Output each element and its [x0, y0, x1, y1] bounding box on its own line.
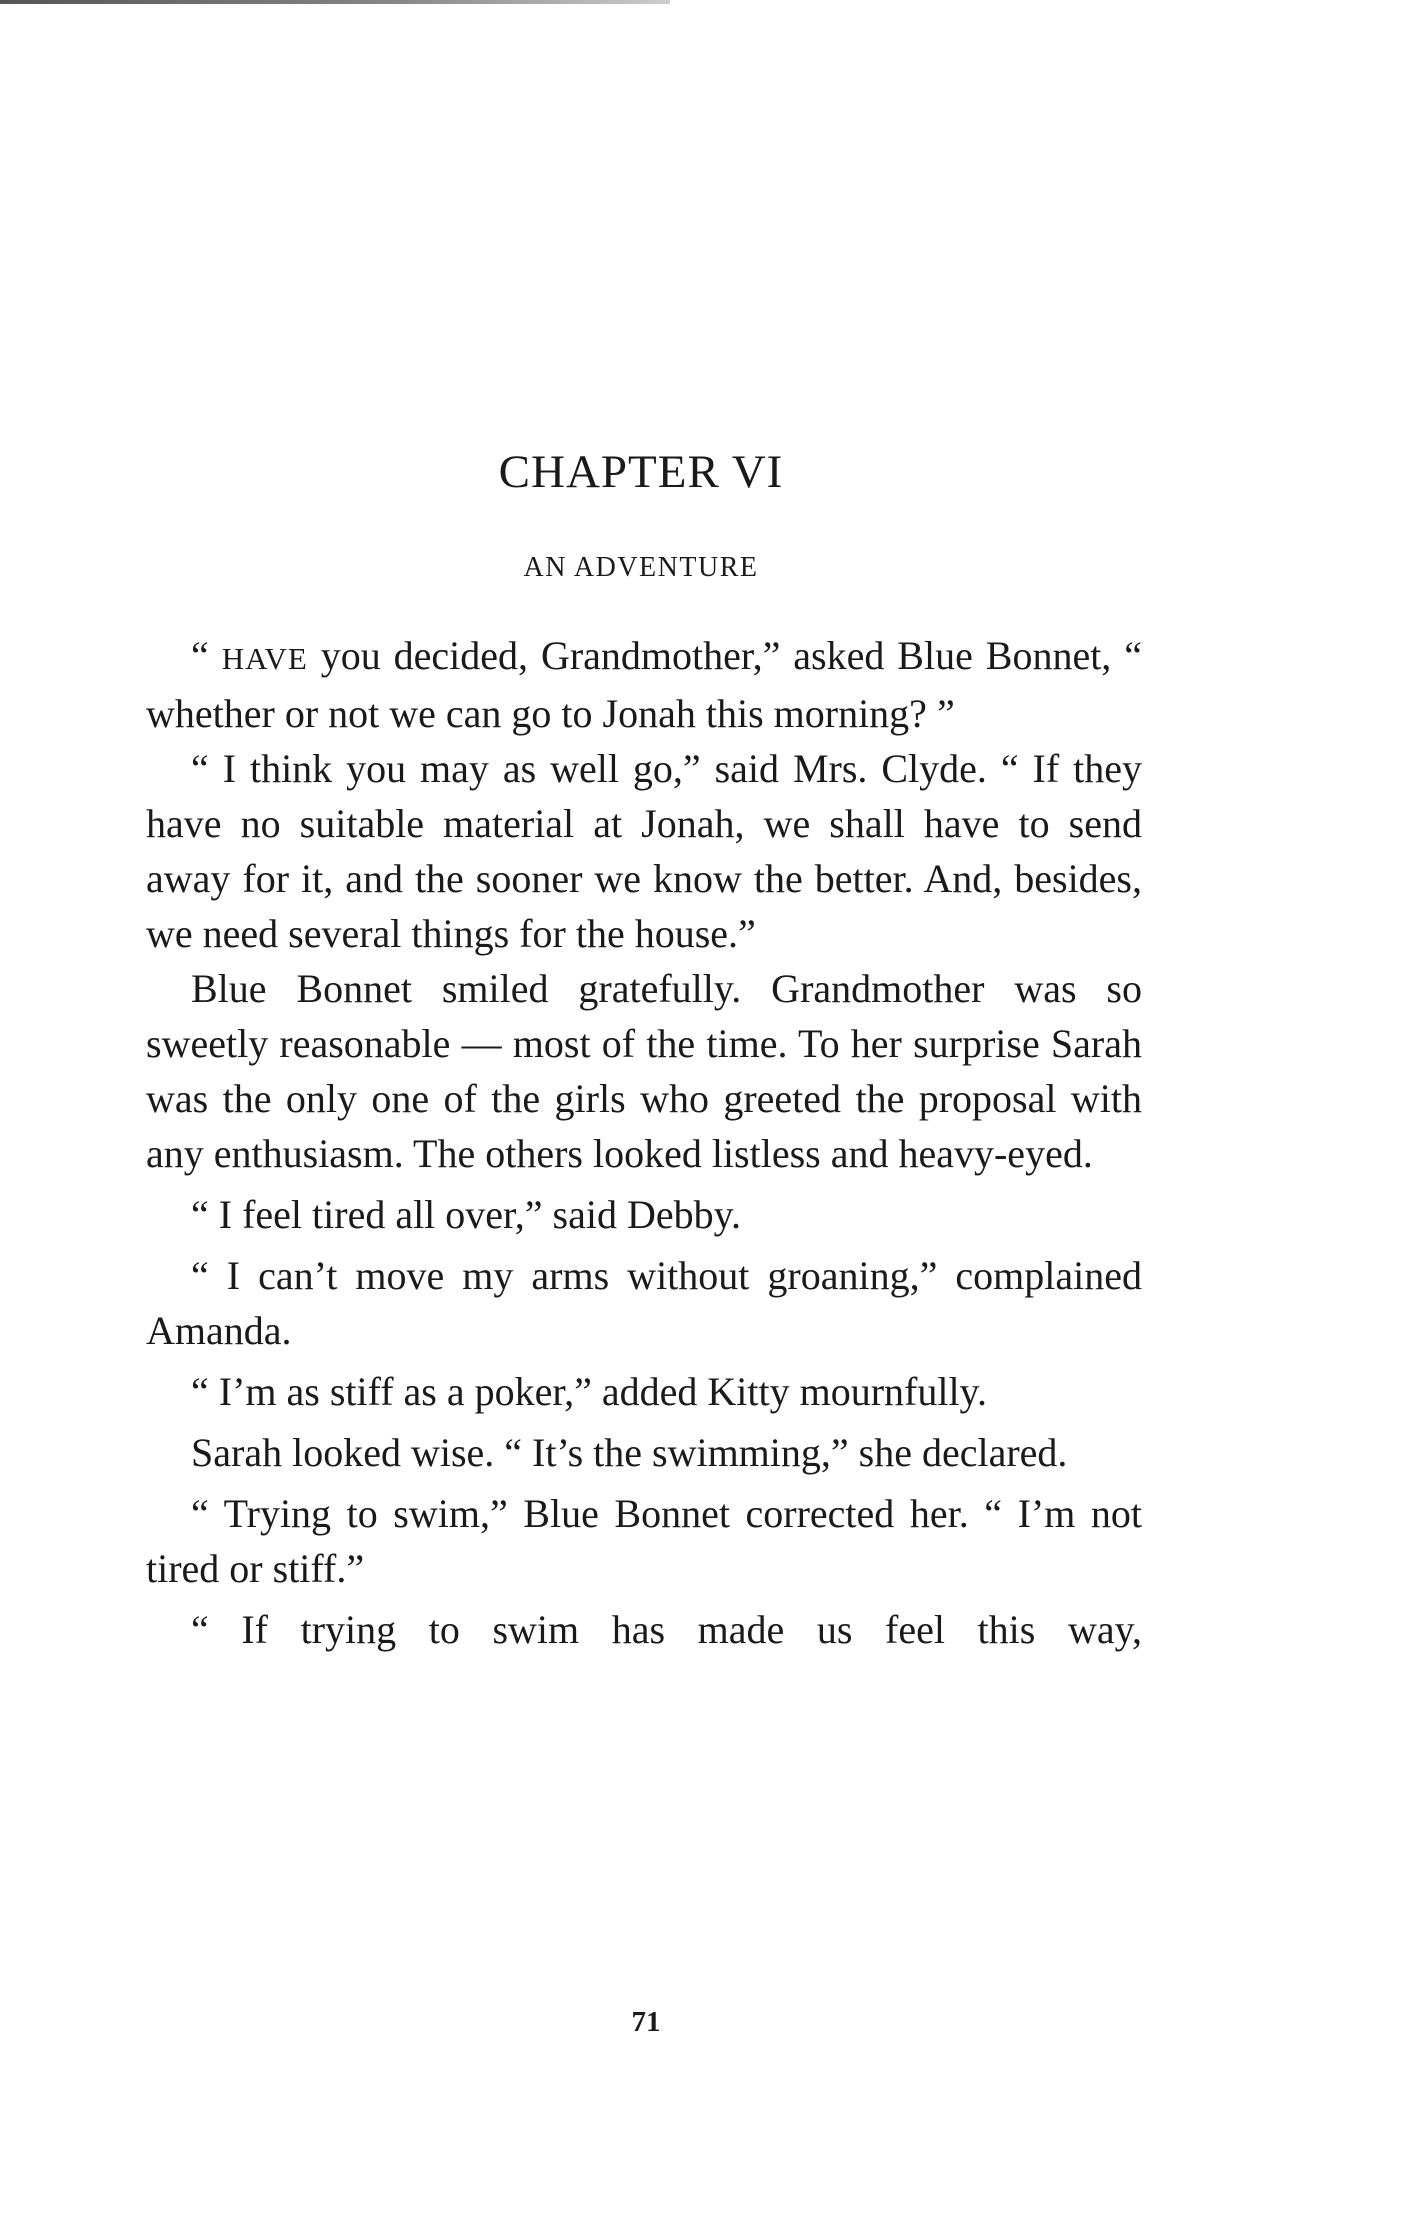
chapter-title: CHAPTER VI: [498, 446, 784, 498]
paragraph: “ Trying to swim,” Blue Bonnet corrected her. “ I’m not tired or stiff.”: [146, 1491, 1142, 1591]
paragraph: “ I can’t move my arms without groaning,” complained Amanda.: [146, 1253, 1142, 1353]
paragraph: “ I think you may as well go,” said Mrs. Clyde. “ If they have no suitable material at Jonah, we shall have to send away for it, and the sooner we know the better. And, besides, we need several things for the house.”: [146, 746, 1142, 956]
opening-quote: “: [191, 633, 222, 678]
paragraph-text: you decided, Grandmother,” asked Blue Bonnet, “ whether or not we can go to Jonah this morning? ”: [146, 633, 1142, 736]
paragraph: “ I’m as stiff as a poker,” added Kitty mournfully.: [191, 1369, 987, 1414]
paragraph: “ I feel tired all over,” said Debby.: [191, 1192, 741, 1237]
paragraph: Sarah looked wise. “ It’s the swimming,” she declared.: [191, 1430, 1068, 1475]
body-text: [146, 628, 1142, 1657]
chapter-subtitle: AN ADVENTURE: [523, 552, 759, 583]
small-caps-word: HAVE: [221, 641, 308, 676]
top-edge-rule: [0, 0, 670, 4]
page-number: 71: [631, 2006, 661, 2038]
paragraph: “ If trying to swim has made us feel this way,: [191, 1607, 1142, 1652]
paragraph: Blue Bonnet smiled gratefully. Grandmother was so sweetly reasonable — most of the time. To her surprise Sarah was the only one of the girls who greeted the proposal with any enthusiasm. The others looked listless and heavy-eyed.: [146, 966, 1142, 1176]
paragraph: [146, 628, 1142, 741]
